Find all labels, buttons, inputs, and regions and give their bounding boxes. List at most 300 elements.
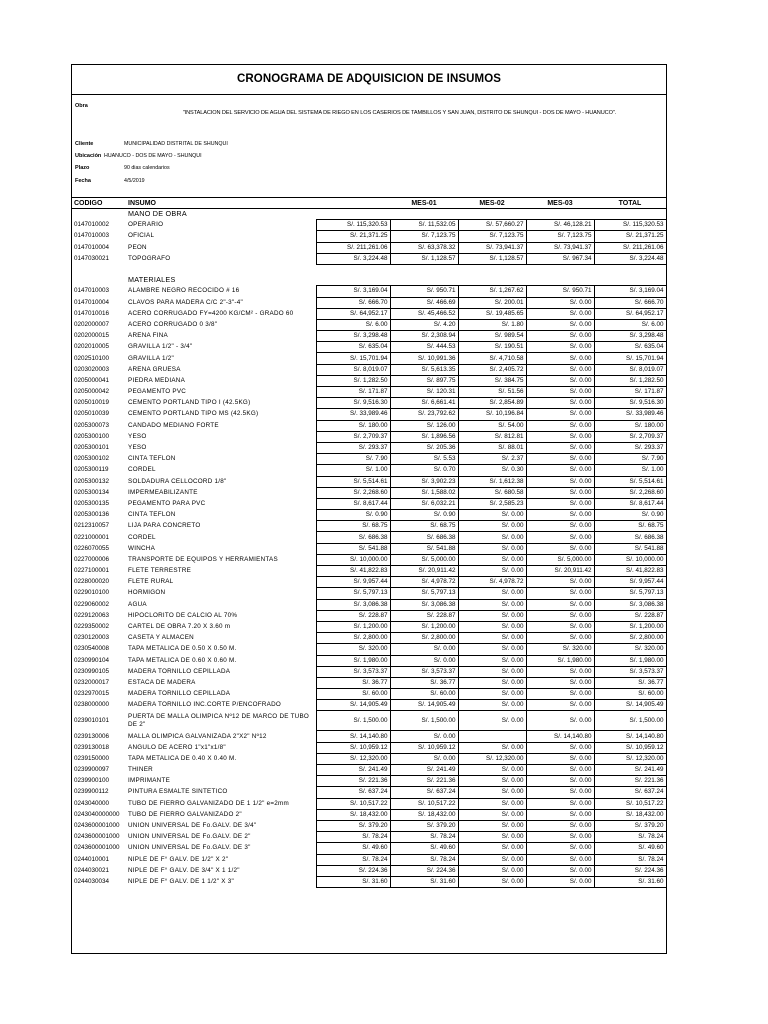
row-mes-02: S/. 0.00 <box>458 700 526 711</box>
table-row <box>72 753 666 764</box>
row-total: S/. 180.00 <box>594 420 666 431</box>
row-total: S/. 14,905.49 <box>594 700 666 711</box>
row-total: S/. 320.00 <box>594 644 666 655</box>
row-mes-02: S/. 0.00 <box>458 742 526 753</box>
table-row <box>72 286 666 297</box>
row-mes-02: S/. 1,267.62 <box>458 286 526 297</box>
table-row <box>72 865 666 876</box>
row-mes-02: S/. 0.00 <box>458 776 526 787</box>
row-amount: S/. 14,905.49 <box>316 700 390 711</box>
row-code: 0202000015 <box>74 332 110 340</box>
row-code: 0229350002 <box>74 623 110 631</box>
obra-value: "INSTALACION DEL SERVICIO DE AGUA DEL SISTEMA DE RIEGO EN LOS CASERIOS DE TAMBILLOS Y SAN JUAN, DISTRITO DE SHUNQUI - DOS DE MAYO - HUANUCO". <box>182 110 617 116</box>
row-amount: S/. 228.87 <box>316 610 390 621</box>
row-mes-02: S/. 0.00 <box>458 621 526 632</box>
row-amount: S/. 12,320.00 <box>316 753 390 764</box>
row-insumo: CEMENTO PORTLAND TIPO MS (42.5KG) <box>128 410 259 418</box>
row-mes-03: S/. 0.00 <box>526 621 594 632</box>
row-insumo: CORDEL <box>128 466 156 474</box>
table-row <box>72 353 666 364</box>
row-code: 0226070055 <box>74 544 110 552</box>
row-mes-01: S/. 241.49 <box>390 765 458 776</box>
row-mes-03: S/. 0.00 <box>526 521 594 532</box>
row-insumo: PIEDRA MEDIANA <box>128 376 186 384</box>
row-mes-03: S/. 1,980.00 <box>526 655 594 666</box>
row-mes-03: S/. 0.00 <box>526 742 594 753</box>
header-insumo: INSUMO <box>126 198 316 209</box>
row-total: S/. 36.77 <box>594 677 666 688</box>
row-total: S/. 0.90 <box>594 510 666 521</box>
row-mes-02: S/. 0.00 <box>458 711 526 731</box>
row-total: S/. 21,371.25 <box>594 231 666 242</box>
table-row <box>72 220 666 231</box>
row-insumo: TAPA METALICA DE 0.40 X 0.40 M. <box>128 754 237 762</box>
row-mes-03: S/. 0.00 <box>526 599 594 610</box>
row-total: S/. 49.60 <box>594 843 666 854</box>
header-codigo: CODIGO <box>72 198 126 209</box>
row-mes-01: S/. 31.60 <box>390 876 458 887</box>
row-insumo: ALAMBRE NEGRO RECOCIDO # 16 <box>128 287 240 295</box>
row-total: S/. 7.90 <box>594 454 666 465</box>
row-insumo: LIJA PARA CONCRETO <box>128 522 201 530</box>
row-mes-02: S/. 0.00 <box>458 521 526 532</box>
row-total: S/. 64,952.17 <box>594 308 666 319</box>
cliente-value: MUNICIPALIDAD DISTRITAL DE SHUNQUI <box>124 141 228 147</box>
section-code <box>72 275 126 286</box>
row-total: S/. 637.24 <box>594 787 666 798</box>
row-amount: S/. 541.88 <box>316 543 390 554</box>
table-row <box>72 809 666 820</box>
row-code: 0229120063 <box>74 611 110 619</box>
row-mes-03: S/. 0.00 <box>526 809 594 820</box>
row-total: S/. 1,500.00 <box>594 711 666 731</box>
row-total: S/. 3,169.04 <box>594 286 666 297</box>
row-code: 0205300119 <box>74 466 109 474</box>
row-mes-02: S/. 200.01 <box>458 297 526 308</box>
row-mes-01: S/. 224.36 <box>390 865 458 876</box>
row-amount: S/. 320.00 <box>316 644 390 655</box>
row-total: S/. 666.70 <box>594 297 666 308</box>
row-total: S/. 33,989.46 <box>594 409 666 420</box>
row-total: S/. 3,573.37 <box>594 666 666 677</box>
row-mes-03: S/. 73,941.37 <box>526 242 594 253</box>
row-mes-02: S/. 0.00 <box>458 655 526 666</box>
row-total: S/. 686.38 <box>594 532 666 543</box>
row-mes-02: S/. 2,854.89 <box>458 398 526 409</box>
section-title: MATERIALES <box>128 275 176 285</box>
row-insumo: MALLA OLIMPICA GALVANIZADA 2"X2" Nº12 <box>128 732 267 740</box>
table-row <box>72 231 666 242</box>
row-mes-03: S/. 0.00 <box>526 442 594 453</box>
row-code: 0244030021 <box>74 866 110 874</box>
table-row <box>72 364 666 375</box>
row-mes-02: S/. 0.00 <box>458 798 526 809</box>
schedule-sheet <box>71 64 667 954</box>
row-code: 0239900100 <box>74 777 110 785</box>
row-amount: S/. 10,517.22 <box>316 798 390 809</box>
table-row <box>72 242 666 253</box>
row-code: 0205300102 <box>74 455 110 463</box>
row-code: 0205300132 <box>74 477 110 485</box>
row-amount: S/. 1,282.50 <box>316 375 390 386</box>
row-amount: S/. 31.60 <box>316 876 390 887</box>
row-insumo: ACERO CORRUGADO 0 3/8" <box>128 320 218 328</box>
row-amount: S/. 221.36 <box>316 776 390 787</box>
row-amount: S/. 180.00 <box>316 420 390 431</box>
row-insumo: SOLDADURA CELLOCORD 1/8" <box>128 477 227 485</box>
table-row <box>72 843 666 854</box>
row-mes-01: S/. 20,911.42 <box>390 566 458 577</box>
row-mes-02: S/. 4,978.72 <box>458 577 526 588</box>
row-insumo: NIPLE DE F° GALV. DE 1/2" X 2" <box>128 855 229 863</box>
row-code: 0205300134 <box>74 488 110 496</box>
row-code: 0227000006 <box>74 555 110 563</box>
row-total: S/. 8,617.44 <box>594 498 666 509</box>
row-insumo: PEON <box>128 243 147 251</box>
row-code: 0239010101 <box>74 716 110 724</box>
obra-label: Obra <box>75 103 88 109</box>
row-mes-02: S/. 1,128.57 <box>458 253 526 264</box>
row-mes-02: S/. 0.00 <box>458 644 526 655</box>
table-row <box>72 319 666 330</box>
row-amount: S/. 5,514.61 <box>316 476 390 487</box>
row-mes-03: S/. 0.00 <box>526 476 594 487</box>
table-row <box>72 742 666 753</box>
row-code: 0205300100 <box>74 432 110 440</box>
table-row <box>72 498 666 509</box>
row-mes-02: S/. 0.00 <box>458 854 526 865</box>
row-total: S/. 224.36 <box>594 865 666 876</box>
row-total: S/. 221.36 <box>594 776 666 787</box>
row-mes-03: S/. 0.00 <box>526 588 594 599</box>
row-total: S/. 9,957.44 <box>594 577 666 588</box>
row-mes-02: S/. 0.00 <box>458 543 526 554</box>
row-code: 0147010003 <box>74 287 110 295</box>
row-total: S/. 228.87 <box>594 610 666 621</box>
row-amount: S/. 1,500.00 <box>316 711 390 731</box>
row-code: 0147030021 <box>74 254 110 262</box>
row-insumo: CEMENTO PORTLAND TIPO I (42.5KG) <box>128 399 251 407</box>
row-mes-02: S/. 54.00 <box>458 420 526 431</box>
fecha-value: 4/5/2019 <box>124 178 145 184</box>
row-mes-02: S/. 57,660.27 <box>458 220 526 231</box>
row-code: 0243600001000 <box>74 822 120 830</box>
row-code: 0239130006 <box>74 732 110 740</box>
row-mes-02: S/. 0.00 <box>458 566 526 577</box>
row-code: 0243600001000 <box>74 844 120 852</box>
row-mes-01: S/. 2,800.00 <box>390 633 458 644</box>
row-mes-02: S/. 0.00 <box>458 865 526 876</box>
row-code: 0229060002 <box>74 600 110 608</box>
table-row <box>72 521 666 532</box>
row-mes-01: S/. 60.00 <box>390 689 458 700</box>
row-code: 0147010004 <box>74 243 110 251</box>
row-mes-03: S/. 0.00 <box>526 431 594 442</box>
row-amount: S/. 3,086.38 <box>316 599 390 610</box>
row-total: S/. 18,432.00 <box>594 809 666 820</box>
table-row <box>72 532 666 543</box>
row-total: S/. 3,224.48 <box>594 253 666 264</box>
row-code: 0239130018 <box>74 743 110 751</box>
row-mes-01: S/. 49.60 <box>390 843 458 854</box>
row-code: 0243600001000 <box>74 833 120 841</box>
row-amount: S/. 8,019.07 <box>316 364 390 375</box>
row-mes-03: S/. 5,000.00 <box>526 554 594 565</box>
table-row <box>72 510 666 521</box>
row-total: S/. 68.75 <box>594 521 666 532</box>
row-insumo: FLETE TERRESTRE <box>128 567 192 575</box>
row-mes-03: S/. 950.71 <box>526 286 594 297</box>
row-mes-01: S/. 0.00 <box>390 731 458 742</box>
row-mes-03: S/. 0.00 <box>526 700 594 711</box>
table-row <box>72 308 666 319</box>
row-mes-03: S/. 0.00 <box>526 319 594 330</box>
row-mes-02: S/. 812.81 <box>458 431 526 442</box>
row-mes-01: S/. 10,991.36 <box>390 353 458 364</box>
row-mes-01: S/. 5,797.13 <box>390 588 458 599</box>
row-mes-02: S/. 0.00 <box>458 677 526 688</box>
row-mes-02: S/. 73,941.37 <box>458 242 526 253</box>
row-amount: S/. 2,800.00 <box>316 633 390 644</box>
row-mes-01: S/. 0.00 <box>390 655 458 666</box>
row-insumo: IMPRIMANTE <box>128 777 171 785</box>
row-mes-01: S/. 1,588.02 <box>390 487 458 498</box>
row-insumo: TAPA METALICA DE 0.60 X 0.60 M. <box>128 656 237 664</box>
row-mes-01: S/. 221.36 <box>390 776 458 787</box>
row-mes-03: S/. 0.00 <box>526 753 594 764</box>
row-insumo: AGUA <box>128 600 147 608</box>
table-row <box>72 700 666 711</box>
header-mes-02: MES-02 <box>458 198 526 209</box>
row-mes-01: S/. 45,466.52 <box>390 308 458 319</box>
row-code: 0205300136 <box>74 511 110 519</box>
row-mes-01: S/. 10,959.12 <box>390 742 458 753</box>
table-row <box>72 820 666 831</box>
row-mes-02: S/. 0.00 <box>458 876 526 887</box>
row-total: S/. 5,797.13 <box>594 588 666 599</box>
row-code: 0244010001 <box>74 855 110 863</box>
row-mes-01: S/. 3,902.23 <box>390 476 458 487</box>
row-mes-02: S/. 0.00 <box>458 787 526 798</box>
row-code: 0147010002 <box>74 221 110 229</box>
table-row <box>72 599 666 610</box>
ubicacion-value: HUANUCO - DOS DE MAYO - SHUNQUI <box>104 153 202 159</box>
row-mes-03: S/. 0.00 <box>526 876 594 887</box>
row-mes-03: S/. 0.00 <box>526 487 594 498</box>
header-mes-01: MES-01 <box>390 198 458 209</box>
table-row <box>72 409 666 420</box>
row-mes-03: S/. 0.00 <box>526 420 594 431</box>
row-mes-02: S/. 0.00 <box>458 510 526 521</box>
row-amount: S/. 36.77 <box>316 677 390 688</box>
row-code: 0205010019 <box>74 399 110 407</box>
row-code: 0147010016 <box>74 309 110 317</box>
row-mes-01: S/. 2,308.94 <box>390 331 458 342</box>
row-amount: S/. 2,268.60 <box>316 487 390 498</box>
row-total: S/. 211,261.06 <box>594 242 666 253</box>
row-mes-03: S/. 0.00 <box>526 331 594 342</box>
row-mes-01: S/. 3,086.38 <box>390 599 458 610</box>
row-mes-02: S/. 2.37 <box>458 454 526 465</box>
table-row <box>72 375 666 386</box>
row-insumo: CINTA TEFLON <box>128 511 176 519</box>
row-amount: S/. 9,957.44 <box>316 577 390 588</box>
row-mes-01: S/. 36.77 <box>390 677 458 688</box>
row-mes-02: S/. 0.00 <box>458 599 526 610</box>
row-insumo: ESTACA DE MADERA <box>128 678 196 686</box>
row-mes-03: S/. 0.00 <box>526 854 594 865</box>
row-insumo: TUBO DE FIERRO GALVANIZADO 2" <box>128 810 242 818</box>
row-mes-01: S/. 950.71 <box>390 286 458 297</box>
row-mes-01: S/. 1,128.57 <box>390 253 458 264</box>
row-total: S/. 171.87 <box>594 387 666 398</box>
row-code: 0239150000 <box>74 754 110 762</box>
row-mes-03: S/. 0.00 <box>526 498 594 509</box>
row-mes-03: S/. 0.00 <box>526 364 594 375</box>
row-mes-02: S/. 1.80 <box>458 319 526 330</box>
row-mes-03: S/. 0.00 <box>526 409 594 420</box>
title-divider <box>72 94 666 95</box>
row-mes-01: S/. 18,432.00 <box>390 809 458 820</box>
row-amount: S/. 3,169.04 <box>316 286 390 297</box>
row-code: 0147010003 <box>74 232 110 240</box>
row-insumo: THINER <box>128 766 153 774</box>
row-mes-01: S/. 6,032.21 <box>390 498 458 509</box>
row-amount: S/. 1.00 <box>316 465 390 476</box>
table-row <box>72 610 666 621</box>
row-amount: S/. 21,371.25 <box>316 231 390 242</box>
table-header-row <box>72 198 666 209</box>
row-total: S/. 1.00 <box>594 465 666 476</box>
row-mes-01: S/. 1,200.00 <box>390 621 458 632</box>
row-code: 0230990104 <box>74 656 110 664</box>
row-insumo: HORMIGON <box>128 589 166 597</box>
row-insumo: FLETE RURAL <box>128 578 174 586</box>
row-total: S/. 10,517.22 <box>594 798 666 809</box>
row-insumo: GRAVILLA 1/2" - 3/4" <box>128 343 193 351</box>
row-amount: S/. 0.90 <box>316 510 390 521</box>
header-spacer <box>316 198 390 209</box>
row-code: 0230120003 <box>74 634 110 642</box>
row-mes-03: S/. 0.00 <box>526 832 594 843</box>
row-mes-03: S/. 967.34 <box>526 253 594 264</box>
plazo-value: 90 dias calendarios <box>124 165 170 171</box>
row-mes-02: S/. 12,320.00 <box>458 753 526 764</box>
row-mes-02: S/. 384.75 <box>458 375 526 386</box>
row-insumo: HIPOCLORITO DE CALCIO AL 70% <box>128 611 238 619</box>
row-amount: S/. 293.37 <box>316 442 390 453</box>
row-code: 0228000020 <box>74 578 110 586</box>
row-mes-03: S/. 0.00 <box>526 510 594 521</box>
row-code: 0203020003 <box>74 365 110 373</box>
row-insumo: UNION UNIVERSAL DE Fo.GALV. DE 2" <box>128 833 251 841</box>
row-total: S/. 10,000.00 <box>594 554 666 565</box>
row-mes-03: S/. 0.00 <box>526 798 594 809</box>
row-code: 0227100001 <box>74 567 110 575</box>
row-insumo: CASETA Y ALMACEN <box>128 634 194 642</box>
row-mes-03: S/. 0.00 <box>526 454 594 465</box>
row-amount: S/. 8,617.44 <box>316 498 390 509</box>
row-amount: S/. 3,573.37 <box>316 666 390 677</box>
row-mes-03: S/. 7,123.75 <box>526 231 594 242</box>
section-row <box>72 275 666 286</box>
table-row <box>72 677 666 688</box>
row-insumo: NIPLE DE F° GALV. DE 1 1/2" X 3" <box>128 877 234 885</box>
table-row <box>72 398 666 409</box>
row-mes-02: S/. 0.00 <box>458 588 526 599</box>
row-amount: S/. 64,952.17 <box>316 308 390 319</box>
row-mes-01: S/. 0.00 <box>390 644 458 655</box>
row-mes-01: S/. 444.53 <box>390 342 458 353</box>
row-amount: S/. 1,200.00 <box>316 621 390 632</box>
row-amount: S/. 18,432.00 <box>316 809 390 820</box>
row-mes-01: S/. 0.90 <box>390 510 458 521</box>
row-mes-02: S/. 0.00 <box>458 832 526 843</box>
row-mes-02: S/. 10,196.84 <box>458 409 526 420</box>
page-title: CRONOGRAMA DE ADQUISICION DE INSUMOS <box>236 73 502 85</box>
row-code: 0229010100 <box>74 589 110 597</box>
row-total: S/. 12,320.00 <box>594 753 666 764</box>
table-row <box>72 454 666 465</box>
row-total: S/. 5,514.61 <box>594 476 666 487</box>
row-code: 0232000017 <box>74 678 110 686</box>
row-amount: S/. 241.49 <box>316 765 390 776</box>
cliente-label: Cliente <box>75 141 94 147</box>
header-mes-03: MES-03 <box>526 198 594 209</box>
row-mes-01: S/. 637.24 <box>390 787 458 798</box>
row-mes-01: S/. 6,661.41 <box>390 398 458 409</box>
row-mes-03: S/. 0.00 <box>526 776 594 787</box>
row-mes-01: S/. 897.75 <box>390 375 458 386</box>
row-total: S/. 6.00 <box>594 319 666 330</box>
row-code: 0202010005 <box>74 343 110 351</box>
fecha-label: Fecha <box>75 178 91 184</box>
section-code <box>72 209 126 220</box>
table-row <box>72 387 666 398</box>
row-mes-02: S/. 88.01 <box>458 442 526 453</box>
table-row <box>72 832 666 843</box>
table-row <box>72 420 666 431</box>
row-insumo: CLAVOS PARA MADERA C/C 2"-3"-4" <box>128 298 244 306</box>
row-amount: S/. 6.00 <box>316 319 390 330</box>
row-code: 0205000041 <box>74 376 110 384</box>
row-mes-01: S/. 5,613.35 <box>390 364 458 375</box>
row-insumo: PEGAMENTO PVC <box>128 388 187 396</box>
row-amount: S/. 637.24 <box>316 787 390 798</box>
row-mes-01: S/. 4.20 <box>390 319 458 330</box>
row-mes-03: S/. 0.00 <box>526 465 594 476</box>
row-mes-01: S/. 1,500.00 <box>390 711 458 731</box>
row-amount: S/. 33,989.46 <box>316 409 390 420</box>
row-code: 0205300073 <box>74 421 110 429</box>
row-mes-03: S/. 0.00 <box>526 387 594 398</box>
row-amount: S/. 686.38 <box>316 532 390 543</box>
spacer-cell <box>316 209 390 220</box>
row-total: S/. 8,019.07 <box>594 364 666 375</box>
row-total: S/. 14,140.80 <box>594 731 666 742</box>
table-row <box>72 543 666 554</box>
row-mes-03: S/. 14,140.80 <box>526 731 594 742</box>
row-mes-02: S/. 0.30 <box>458 465 526 476</box>
row-insumo: ARENA FINA <box>128 332 168 340</box>
row-mes-03: S/. 0.00 <box>526 532 594 543</box>
row-total: S/. 60.00 <box>594 689 666 700</box>
row-mes-02: S/. 680.58 <box>458 487 526 498</box>
row-total: S/. 10,959.12 <box>594 742 666 753</box>
row-mes-03: S/. 0.00 <box>526 787 594 798</box>
row-mes-03: S/. 320.00 <box>526 644 594 655</box>
row-total: S/. 78.24 <box>594 854 666 865</box>
